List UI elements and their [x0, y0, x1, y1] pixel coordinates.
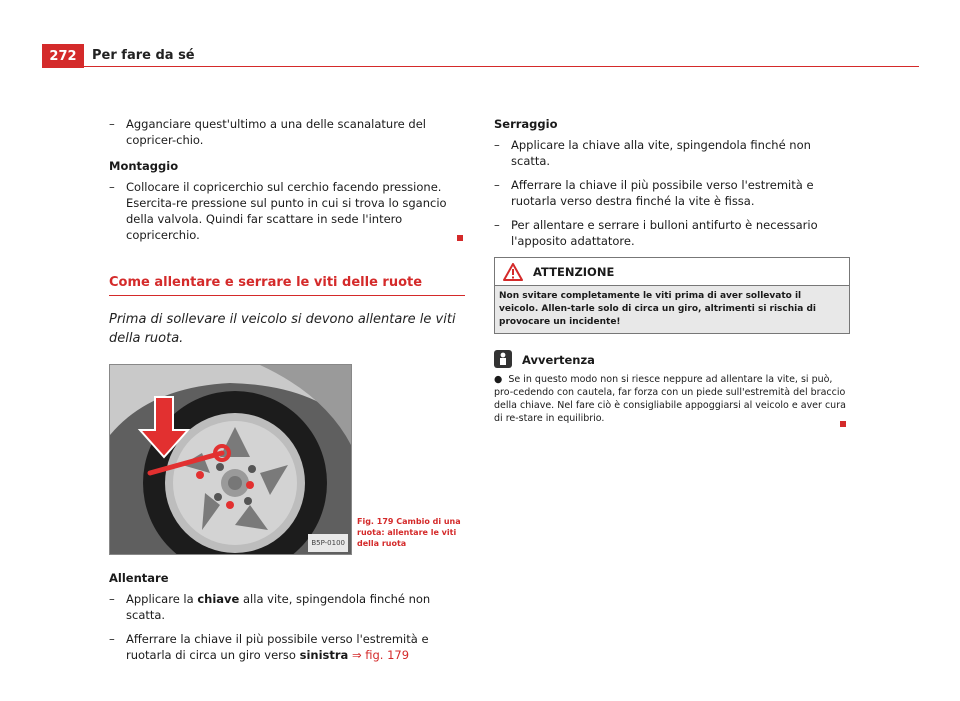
step-text-bold: sinistra [299, 648, 349, 662]
dash: – [109, 117, 115, 131]
step-text-after: alla vite, spingendola finché non scatta. [126, 592, 431, 622]
note-text: Se in questo modo non si riesce neppure ad allentare la vite, si può, pro-cedendo con cautela, far forza con un piede sull'estremità del braccio della chiave. Nel fare ciò è consigliabile appoggiarsi al veicolo e aver cura di re-stare in equilibrio. [494, 374, 846, 424]
warning-triangle-icon [503, 263, 523, 281]
end-of-section-mark [840, 421, 846, 427]
dash: – [109, 180, 115, 194]
step-serraggio-1 [494, 137, 848, 169]
dash: – [494, 218, 500, 232]
bullet-icon: ● [494, 374, 509, 385]
header-divider [84, 66, 919, 67]
step-text: Collocare il copricerchio sul cerchio facendo pressione. Esercita-re pressione sul punto in cui si trova lo sgancio della valvola. Quindi far scattare in sede l'intero copricerchio. [126, 180, 447, 242]
heading-serraggio: Serraggio [494, 117, 558, 131]
right-column [494, 116, 848, 425]
dash: – [109, 632, 115, 646]
note-header [494, 350, 848, 368]
warning-title: ATTENZIONE [533, 265, 615, 279]
left-column [109, 116, 465, 671]
warning-box [494, 257, 850, 334]
step-text: Applicare la chiave alla vite, spingendola finché non scatta. [511, 138, 811, 168]
heading-allentare: Allentare [109, 571, 169, 585]
step-montaggio [109, 179, 465, 243]
page-header-title: Per fare da sé [92, 48, 195, 63]
step-serraggio-2 [494, 177, 848, 209]
figure-caption: Fig. 179 Cambio di una ruota: allentare le viti della ruota [357, 517, 461, 548]
step-serraggio-3 [494, 217, 848, 249]
section-title: Come allentare e serrare le viti delle ruote [109, 275, 465, 296]
step-allentare-2 [109, 631, 465, 663]
step-text: Afferrare la chiave il più possibile verso l'estremità e ruotarla verso destra finché la vite è fissa. [511, 178, 814, 208]
step-text: Agganciare quest'ultimo a una delle scanalature del copricer-chio. [126, 117, 426, 147]
dash: – [494, 138, 500, 152]
step-text-before: Afferrare la chiave il più possibile verso l'estremità e ruotarla di circa un giro verso [126, 632, 429, 662]
warning-text: Non svitare completamente le viti prima di aver sollevato il veicolo. Allen-tarle solo di circa un giro, altrimenti si rischia di provocare un incidente! [495, 286, 849, 333]
section-lead: Prima di sollevare il veicolo si devono allentare le viti della ruota. [109, 312, 456, 346]
step-attach-cover [109, 116, 465, 148]
dash: – [494, 178, 500, 192]
figure-reference-link[interactable]: ⇒ fig. 179 [351, 648, 410, 662]
end-of-section-mark [457, 235, 463, 241]
step-text: Per allentare e serrare i bulloni antifurto è necessario l'apposito adattatore. [511, 218, 818, 248]
wheel-photo [109, 364, 352, 555]
step-text-bold: chiave [197, 592, 240, 606]
dash: – [109, 592, 115, 606]
page-number: 272 [42, 44, 84, 68]
note-text-block [494, 373, 848, 425]
figure-code: B5P-0100 [308, 534, 348, 552]
note-info-icon [494, 350, 512, 368]
step-allentare-1 [109, 591, 465, 623]
note-title: Avvertenza [522, 353, 595, 367]
heading-montaggio: Montaggio [109, 159, 179, 173]
warning-header [495, 258, 849, 286]
figure-179 [109, 364, 465, 554]
wheel-illustration [110, 365, 351, 554]
step-text-before: Applicare la [126, 592, 198, 606]
